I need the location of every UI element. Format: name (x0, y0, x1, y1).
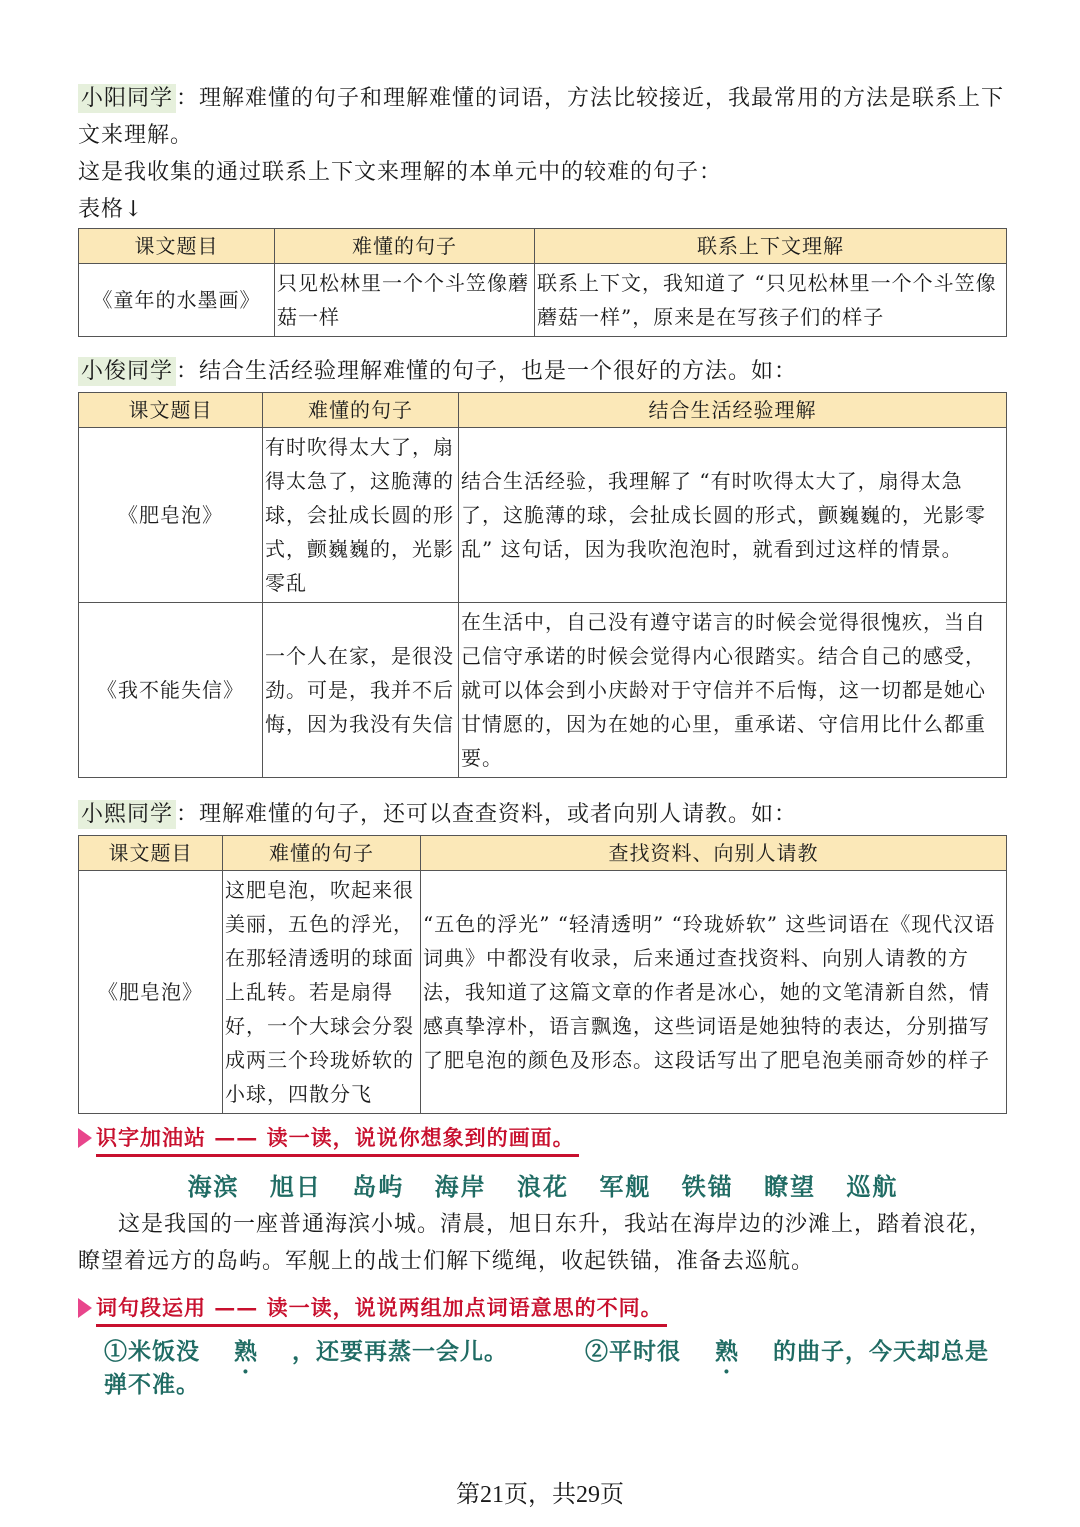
s2-header-sentence: 难懂的句子 (263, 393, 459, 428)
play-arrow-icon (78, 1298, 92, 1318)
usage-section (78, 1292, 1008, 1327)
literacy-section (78, 1122, 1008, 1157)
s1-header-sentence: 难懂的句子 (275, 229, 535, 264)
usage-s2-pre: ②平时很 (585, 1338, 682, 1365)
word-item: 铁锚 (681, 1172, 734, 1201)
s1-text: ：理解难懂的句子和理解难懂的词语，方法比较接近，我最常用的方法是联系上下文来理解。 (78, 86, 1005, 148)
table-row (79, 603, 1007, 778)
s2-row2-title: 《我不能失信》 (79, 603, 263, 778)
s3-header-method: 查找资料、向别人请教 (421, 836, 1007, 871)
word-item: 军舰 (599, 1172, 652, 1201)
usage-heading: 词句段运用 —— 读一读，说说两组加点词语意思的不同。 (96, 1292, 667, 1327)
word-item: 海岸 (434, 1172, 487, 1201)
play-arrow-icon (78, 1128, 92, 1148)
usage-s1-dotted-word: 熟 (234, 1338, 258, 1365)
usage-sentence-1 (104, 1338, 542, 1365)
s1-row1-explain: 联系上下文，我知道了 “只见松林里一个个斗笠像蘑菇一样”，原来是在写孩子们的样子 (535, 264, 1007, 337)
s2-table (78, 392, 1007, 778)
word-item: 岛屿 (352, 1172, 405, 1201)
literacy-passage: 这是我国的一座普通海滨小城。清晨，旭日东升，我站在海岸边的沙滩上，踏着浪花，瞭望着远方的岛屿。军舰上的战士们解下缆绳，收起铁锚，准备去巡航。 (78, 1212, 993, 1274)
s1-student-name: 小阳同学 (78, 84, 176, 113)
s1-row1-title: 《童年的水墨画》 (79, 264, 275, 337)
page-footer: 第21页，共29页 (456, 1482, 624, 1508)
s3-row1-title: 《肥皂泡》 (79, 871, 223, 1114)
s1-row1-sentence: 只见松林里一个个斗笠像蘑菇一样 (275, 264, 535, 337)
s1-paragraph (78, 80, 1008, 154)
usage-s1-pre: ①米饭没 (104, 1338, 200, 1365)
s2-header-title: 课文题目 (79, 393, 263, 428)
s1-table (78, 228, 1007, 337)
s1-header-method: 联系上下文理解 (535, 229, 1007, 264)
word-item: 巡航 (846, 1172, 899, 1201)
literacy-heading: 识字加油站 —— 读一读，说说你想象到的画面。 (96, 1122, 579, 1157)
s1-table-label: 表格↓ (78, 197, 144, 222)
s3-row1-sentence: 这肥皂泡，吹起来很美丽，五色的浮光，在那轻清透明的球面上乱转。若是扇得好，一个大球会分裂成两三个玲珑娇软的小球，四散分飞 (223, 871, 421, 1114)
s2-row1-title: 《肥皂泡》 (79, 428, 263, 603)
s3-row1-explain: “五色的浮光” “轻清透明” “玲珑娇软” 这些词语在《现代汉语词典》中都没有收录，后来通过查找资料、向别人请教的方法，我知道了这篇文章的作者是冰心，她的文笔清新自然，情感真挚淳朴，语言飘逸，这些词语是她独特的表达，分别描写了肥皂泡的颜色及形态。这段话写出了肥皂泡美丽奇妙的样子 (421, 871, 1007, 1114)
s2-student-name: 小俊同学 (78, 357, 176, 386)
word-item: 海滨 (187, 1172, 240, 1201)
s2-row1-sentence: 有时吹得太大了，扇得太急了，这脆薄的球，会扯成长圆的形式，颤巍巍的，光影零乱 (263, 428, 459, 603)
s3-header-title: 课文题目 (79, 836, 223, 871)
usage-s2-dotted-word: 熟 (715, 1338, 740, 1365)
word-item: 浪花 (517, 1172, 569, 1201)
s3-header-sentence: 难懂的句子 (223, 836, 421, 871)
usage-sentences (104, 1333, 1008, 1399)
word-item: 旭日 (269, 1172, 322, 1201)
page-content (78, 80, 1008, 1399)
s2-text: ：结合生活经验理解难懂的句子，也是一个很好的方法。如： (176, 359, 798, 384)
s2-paragraph (78, 353, 1008, 390)
s3-student-name: 小熙同学 (78, 800, 176, 829)
usage-s1-post: ，还要再蒸一会儿。 (292, 1338, 508, 1365)
s2-header-method: 结合生活经验理解 (459, 393, 1007, 428)
s2-row2-explain: 在生活中，自己没有遵守诺言的时候会觉得很愧疚，当自己信守承诺的时候会觉得内心很踏实。结合自己的感受，就可以体会到小庆龄对于守信并不后悔，这一切都是她心甘情愿的，因为在她的心里，重承诺、守信用比什么都重要。 (459, 603, 1007, 778)
table-row (79, 264, 1007, 337)
word-item: 瞭望 (764, 1172, 817, 1201)
s3-table (78, 835, 1007, 1114)
s1-intro: 这是我收集的通过联系上下文来理解的本单元中的较难的句子： (78, 160, 723, 185)
s1-header-title: 课文题目 (79, 229, 275, 264)
table-row (79, 871, 1007, 1114)
table-row (79, 428, 1007, 603)
s3-paragraph (78, 796, 1008, 833)
s3-text: ：理解难懂的句子，还可以查查资料，或者向别人请教。如： (176, 802, 798, 827)
s2-row1-explain: 结合生活经验，我理解了 “有时吹得太大了，扇得太急了，这脆薄的球，会扯成长圆的形式，颤巍巍的，光影零乱” 这句话，因为我吹泡泡时，就看到过这样的情景。 (459, 428, 1007, 603)
s2-row2-sentence: 一个人在家，是很没劲。可是，我并不后悔，因为我没有失信 (263, 603, 459, 778)
usage-s2-post: 的曲子，今天却总是弹不准。 (104, 1338, 990, 1398)
literacy-word-list (78, 1167, 1008, 1202)
